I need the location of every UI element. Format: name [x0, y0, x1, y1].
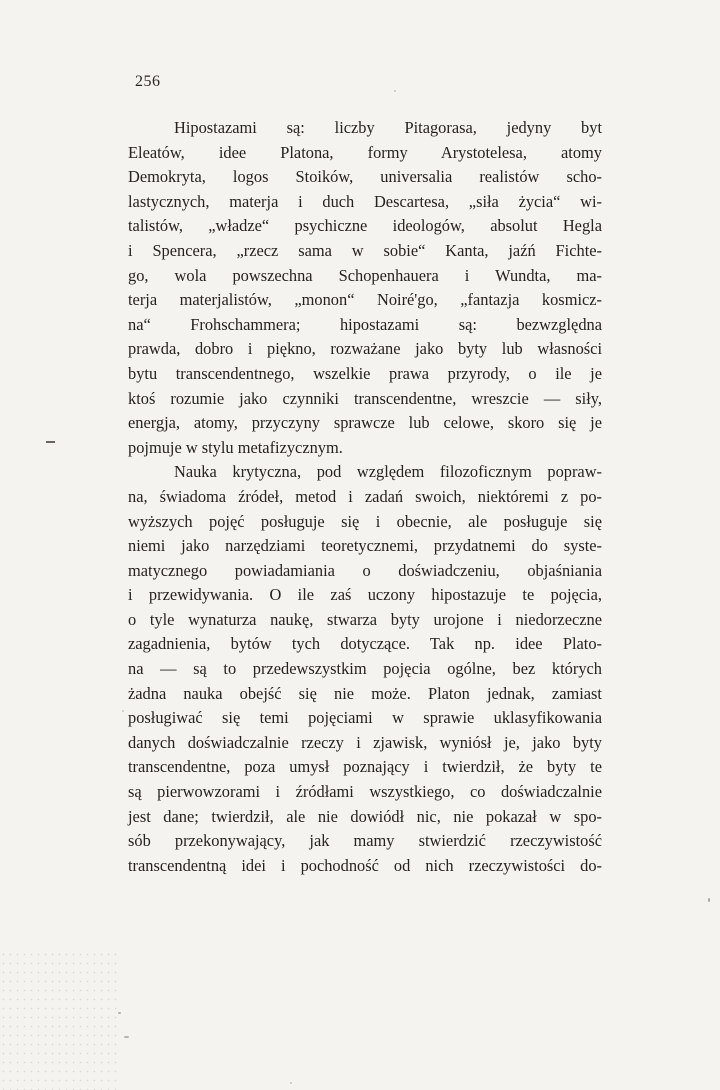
- paper-speck: [122, 710, 124, 712]
- paper-speck: [708, 898, 710, 902]
- text-line: jest dane; twierdził, ale nie dowiódł nic, nie pokazał w spo-: [128, 806, 602, 826]
- text-line: talistów, „władze“ psychiczne ideologów, absolut Hegla: [128, 216, 602, 236]
- text-line: go, wola powszechna Schopenhauera i Wundta, ma-: [128, 265, 602, 285]
- text-line: prawda, dobro i piękno, rozważane jako byty lub własności: [128, 339, 602, 359]
- text-line: wyższych pojęć posługuje się i obecnie, ale posługuje się: [128, 511, 602, 531]
- text-line: i Spencera, „rzecz sama w sobie“ Kanta, jaźń Fichte-: [128, 240, 602, 260]
- text-line: matycznego powiadamiania o doświadczeniu, objaśniania: [128, 560, 602, 580]
- text-line: na“ Frohschammera; hipostazami są: bezwzględna: [128, 314, 602, 334]
- text-line: posługiwać się temi pojęciami w sprawie uklasyfikowania: [128, 708, 602, 728]
- text-line: sób przekonywający, jak mamy stwierdzić rzeczywistość: [128, 831, 602, 851]
- text-line: bytu transcendentnego, wszelkie prawa przyrody, o ile je: [128, 363, 602, 383]
- text-line: danych doświadczalnie rzeczy i zjawisk, wyniósł je, jako byty: [128, 732, 602, 752]
- text-line: i przewidywania. O ile zaś uczony hipostazuje te pojęcia,: [128, 585, 602, 605]
- text-line: na — są to przedewszystkim pojęcia ogólne, bez których: [128, 659, 602, 679]
- text-line: są pierwowzorami i źródłami wszystkiego, co doświadczalnie: [128, 782, 602, 802]
- text-line: niemi jako narzędziami teoretycznemi, przydatnemi do syste-: [128, 536, 602, 556]
- text-line: ktoś rozumie jako czynniki transcendentne, wreszcie — siły,: [128, 388, 602, 408]
- paper-speck: [124, 1036, 129, 1038]
- paper-speck: [394, 90, 396, 92]
- text-line: Hipostazami są: liczby Pitagorasa, jedyny byt: [174, 118, 602, 137]
- text-line: energja, atomy, przyczyny sprawcze lub celowe, skoro się je: [128, 413, 602, 433]
- text-line: lastycznych, materja i duch Descartesa, „siła życia“ wi-: [128, 191, 602, 211]
- text-line: zagadnienia, bytów tych dotyczące. Tak np. idee Plato-: [128, 634, 602, 654]
- text-line: żadna nauka obejść się nie może. Platon jednak, zamiast: [128, 683, 602, 703]
- text-line: Eleatów, idee Platona, formy Arystotelesa, atomy: [128, 142, 602, 162]
- page-number: 256: [135, 73, 161, 90]
- paper-speck: [290, 1082, 292, 1084]
- paragraph-2: [128, 460, 602, 878]
- text-line: terja materjalistów, „monon“ Noiré'go, „fantazja kosmicz-: [128, 290, 602, 310]
- text-line: transcendentną idei i pochodność od nich rzeczywistości do-: [128, 855, 602, 875]
- text-line: Demokryta, logos Stoików, universalia realistów scho-: [128, 167, 602, 187]
- text-line: Nauka krytyczna, pod względem filozoficznym popraw-: [174, 462, 602, 482]
- text-line: transcendentne, poza umysł poznający i twierdził, że byty te: [128, 757, 602, 777]
- text-line: na, świadoma źródeł, metod i zadań swoich, niektóremi z po-: [128, 486, 602, 506]
- text-line: pojmuje w stylu metafizycznym.: [128, 437, 343, 457]
- paragraph-1: [128, 116, 602, 460]
- body-text: [128, 116, 602, 878]
- text-line: o tyle wynaturza naukę, stwarza byty urojone i niedorzeczne: [128, 609, 602, 629]
- margin-dash-mark: [46, 441, 55, 443]
- scan-edge-noise: [0, 950, 120, 1090]
